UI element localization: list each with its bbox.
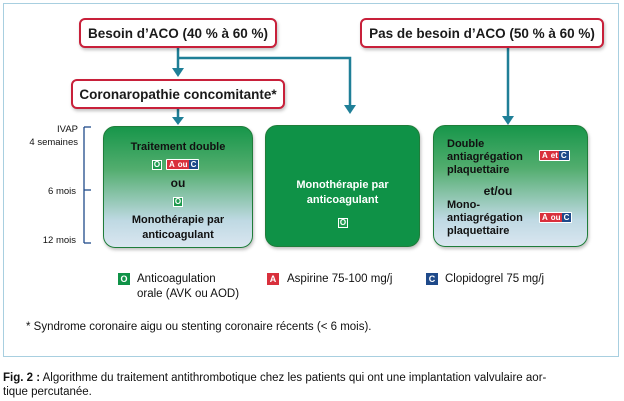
combo-a-ou-c-badge bbox=[166, 159, 199, 170]
arrowhead-traitement-double bbox=[172, 117, 184, 125]
single-o-badge: O bbox=[174, 197, 182, 206]
timeline-axis bbox=[84, 127, 91, 243]
combo-c-letter: C bbox=[190, 160, 197, 169]
arrowhead-coronaropathie bbox=[172, 68, 184, 77]
traitement-double-title: Traitement double bbox=[130, 141, 226, 153]
pill-top-et-word: et bbox=[550, 151, 558, 160]
combo-o-badge: O bbox=[153, 160, 161, 169]
footnote: * Syndrome coronaire aigu ou stenting coronaire récents (< 6 mois). bbox=[26, 321, 372, 333]
caption-label: Fig. 2 : bbox=[3, 372, 41, 384]
legend-c-text: Clopidogrel 75 mg/j bbox=[445, 273, 545, 285]
left-mono-line1: Monothérapie par bbox=[131, 214, 225, 226]
pill-bottom-a-letter: A bbox=[542, 213, 548, 222]
right-double-line2: antiagrégation bbox=[447, 151, 523, 163]
timeline-4-semaines: 4 semaines bbox=[29, 137, 78, 148]
middle-o-badge: O bbox=[339, 218, 347, 227]
legend-a-square: A bbox=[267, 273, 279, 285]
combo-a-letter: A bbox=[169, 160, 175, 169]
arrowhead-monotherapie bbox=[344, 105, 356, 114]
legend-o-square: O bbox=[118, 273, 130, 285]
besoin-aco-box bbox=[79, 18, 277, 48]
right-mono-line3: plaquettaire bbox=[447, 225, 510, 237]
caption-text: Algorithme du traitement antithrombotique chez les patients qui ont une implantation valvulaire aor- bbox=[40, 372, 547, 384]
pill-top-a-letter: A bbox=[542, 151, 548, 160]
a-et-c-badge bbox=[539, 150, 570, 161]
right-etou-label: et/ou bbox=[483, 184, 513, 198]
left-mono-line2: anticoagulant bbox=[142, 229, 214, 241]
timeline-ivap: IVAP bbox=[57, 124, 78, 135]
a-ou-c-badge bbox=[539, 212, 572, 223]
besoin-aco-label: Besoin d’ACO (40 % à 60 %) bbox=[87, 25, 269, 41]
pill-bottom-ou-word: ou bbox=[550, 213, 561, 222]
pill-top-c-letter: C bbox=[560, 151, 567, 160]
timeline-12-mois: 12 mois bbox=[42, 235, 76, 246]
pas-besoin-aco-label: Pas de besoin d’ACO (50 % à 60 %) bbox=[369, 25, 595, 41]
middle-line1: Monothérapie par bbox=[296, 179, 389, 191]
legend-c-square: C bbox=[426, 273, 438, 285]
arrowhead-antiagregation bbox=[502, 116, 514, 125]
pill-bottom-c-letter: C bbox=[563, 213, 570, 222]
combo-ou-word: ou bbox=[177, 160, 188, 169]
timeline-6-mois: 6 mois bbox=[48, 186, 76, 197]
coronaropathie-label: Coronaropathie concomitante* bbox=[79, 86, 277, 102]
right-mono-line2: antiagrégation bbox=[447, 212, 523, 224]
legend-o-line1: Anticoagulation bbox=[137, 273, 216, 285]
caption-text-line2: tique percutanée. bbox=[3, 386, 92, 398]
pas-besoin-aco-box bbox=[360, 18, 604, 48]
right-mono-line1: Mono- bbox=[447, 199, 480, 211]
legend-o-line2: orale (AVK ou AOD) bbox=[137, 288, 240, 300]
right-double-line3: plaquettaire bbox=[447, 164, 510, 176]
coronaropathie-box bbox=[71, 79, 285, 109]
right-double-line1: Double bbox=[447, 138, 485, 150]
left-ou-label: ou bbox=[170, 176, 186, 190]
figure-caption bbox=[3, 371, 619, 399]
legend-a-text: Aspirine 75-100 mg/j bbox=[287, 273, 393, 285]
middle-line2: anticoagulant bbox=[306, 194, 379, 206]
